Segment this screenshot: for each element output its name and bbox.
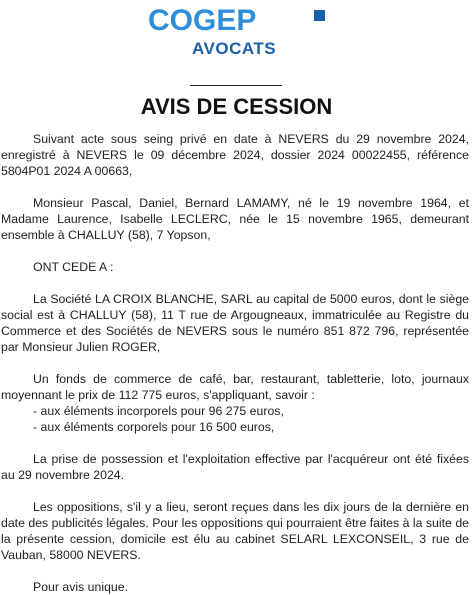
paragraph-deed: Suivant acte sous seing privé en date à NEVERS du 29 novembre 2024, enregistré à NEVERS le 09 décembre 2024, dossier 2024 00022455, référence 5804P01 2024 A 00663, bbox=[1, 132, 469, 178]
paragraph-business: Un fonds de commerce de café, bar, restaurant, tabletterie, loto, journaux moyennant le prix de 112 775 euros, s'appliquant, savoir : bbox=[1, 372, 469, 402]
list-item: - aux éléments incorporels pour 96 275 euros, bbox=[33, 404, 284, 418]
paragraph-oppositions: Les oppositions, s'il y a lieu, seront reçues dans les dix jours de la dernière en date des publicités légales. Pour les oppositions qui pourraient être faites à la suite de la présente cession, domicile est élu au cabinet SELARL LEXCONSEIL, 3 rue de Vauban, 58000 NEVERS. bbox=[1, 500, 469, 562]
logo-subtitle: AVOCATS bbox=[192, 39, 277, 58]
title-divider bbox=[190, 85, 282, 86]
paragraph-buyer: La Société LA CROIX BLANCHE, SARL au capital de 5000 euros, dont le siège social est à CHALLUY (58), 11 T rue de Argougneaux, immatriculée au Registre du Commerce et des Sociétés de NEVERS sous le numéro 851 872 796, représentée par Monsieur Julien ROGER, bbox=[1, 292, 469, 354]
paragraph-possession: La prise de possession et l'exploitation effective par l'acquéreur ont été fixées au 29 novembre 2024. bbox=[1, 452, 469, 482]
paragraph-sellers: Monsieur Pascal, Daniel, Bernard LAMAMY, né le 19 novembre 1964, et Madame Laurence, Isabelle LECLERC, née le 15 novembre 1965, demeurant ensemble à CHALLUY (58), 7 Yopson, bbox=[1, 196, 469, 242]
notice-body bbox=[1, 131, 469, 595]
logo-wordmark: COGEP bbox=[148, 4, 257, 37]
notice-title: AVIS DE CESSION bbox=[140, 94, 333, 119]
paragraph-closing: Pour avis unique. bbox=[33, 580, 129, 594]
logo-square-icon bbox=[314, 10, 325, 21]
list-item: - aux éléments corporels pour 16 500 euros, bbox=[33, 420, 275, 434]
price-breakdown-list bbox=[1, 403, 469, 435]
cogep-logo bbox=[0, 6, 473, 62]
paragraph-ceded: ONT CEDE A : bbox=[33, 260, 114, 274]
